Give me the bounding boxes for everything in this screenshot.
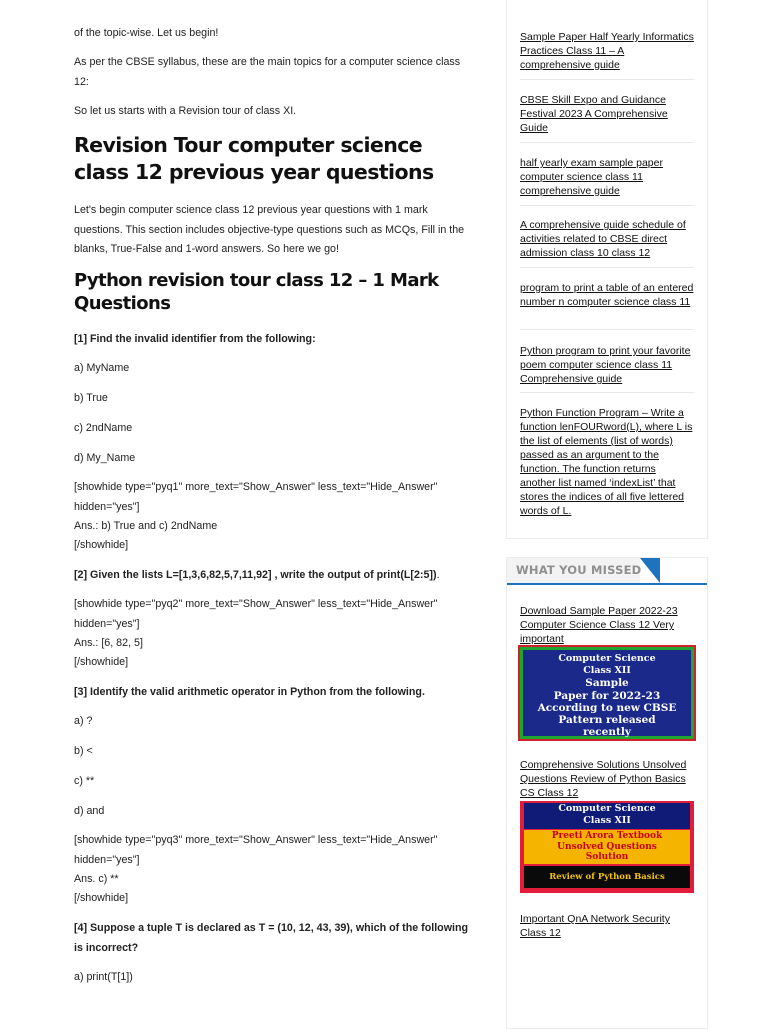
divider xyxy=(520,79,694,80)
divider xyxy=(520,329,694,330)
thumbnail-text: Class XII xyxy=(583,815,631,826)
recent-post-link[interactable]: Sample Paper Half Yearly Informatics Practices Class 11 – A comprehensive guide xyxy=(520,31,694,71)
answer-text: Ans. c) ** xyxy=(74,873,119,885)
answer-text: Ans.: b) True and c) 2ndName xyxy=(74,520,218,532)
showhide-close: [/showhide] xyxy=(74,892,129,904)
divider xyxy=(520,205,694,206)
thumbnail-text: Sample xyxy=(585,677,629,690)
sidebar-recent-posts xyxy=(506,0,708,539)
showhide-shortcode: [showhide type="pyq2" more_text="Show_Answer" less_text="Hide_Answer" hidden="yes"] xyxy=(74,598,438,630)
showhide-close: [/showhide] xyxy=(74,539,129,551)
showhide-close: [/showhide] xyxy=(74,656,129,668)
option-a: a) print(T[1]) xyxy=(74,971,133,983)
divider xyxy=(520,267,694,268)
option-a: a) ? xyxy=(74,715,93,727)
question-3: [3] Identify the valid arithmetic operator in Python from the following. xyxy=(74,686,425,698)
missed-post-link[interactable]: Important QnA Network Security Class 12 xyxy=(520,913,670,939)
subsection-heading: Python revision tour class 12 – 1 Mark Questions xyxy=(74,270,439,314)
thumbnail-text: Pattern released xyxy=(558,714,656,727)
question-2 xyxy=(74,566,474,586)
widget-title-text: WHAT YOU MISSED xyxy=(516,563,642,577)
recent-post-link[interactable]: A comprehensive guide schedule of activities related to CBSE direct admission class 10 class 12 xyxy=(520,219,686,259)
intro-text: of the topic-wise. Let us begin! xyxy=(74,27,219,39)
question-1: [1] Find the invalid identifier from the following: xyxy=(74,333,316,345)
showhide-shortcode: [showhide type="pyq1" more_text="Show_Answer" less_text="Hide_Answer" hidden="yes"] xyxy=(74,481,438,513)
question-2-period: . xyxy=(436,569,440,581)
thumbnail-text: Review of Python Basics xyxy=(549,872,665,882)
answer-text: Ans.: [6, 82, 5] xyxy=(74,637,143,649)
title-accent-shape xyxy=(640,558,660,583)
recent-post-link[interactable]: program to print a table of an entered number n computer science class 11 xyxy=(520,282,694,308)
option-b: b) True xyxy=(74,392,108,404)
section-intro: Let's begin computer science class 12 previous year questions with 1 mark questions. This section includes objective-type questions such as MCQs, Fill in the blanks, True-False and 1-word answers. So here we go! xyxy=(74,204,465,255)
thumbnail-text: According to new CBSE xyxy=(537,701,677,714)
title-underline xyxy=(507,583,707,585)
thumbnail-text: Preeti Arora Textbook xyxy=(551,831,663,841)
thumbnail-text: recently xyxy=(583,726,631,739)
intro-text: As per the CBSE syllabus, these are the main topics for a computer science class 12: xyxy=(74,56,461,88)
section-heading: Revision Tour computer science class 12 previous year questions xyxy=(74,133,434,184)
widget-title xyxy=(507,558,707,585)
option-d: d) and xyxy=(74,805,105,817)
option-a: a) MyName xyxy=(74,362,130,374)
recent-post-link[interactable]: Python Function Program – Write a function lenFOURword(L), where L is the list of elements (list of words) passed as an argument to the function. The function returns another list named ‘indexList’ that stores the indices of all five lettered words of L. xyxy=(520,407,693,517)
thumbnail-text: Paper for 2022-23 xyxy=(553,689,661,702)
thumbnail-text: Class XII xyxy=(583,665,631,677)
intro-text: So let us starts with a Revision tour of class XI. xyxy=(74,105,297,117)
question-4: [4] Suppose a tuple T is declared as T = (10, 12, 43, 39), which of the following is incorrect? xyxy=(74,922,469,954)
missed-post-link[interactable]: Download Sample Paper 2022-23 Computer Science Class 12 Very important xyxy=(520,605,678,645)
divider xyxy=(520,142,694,143)
option-c: c) 2ndName xyxy=(74,422,133,434)
post-thumbnail[interactable] xyxy=(520,801,694,893)
thumbnail-text: Solution xyxy=(585,852,629,862)
post-thumbnail[interactable] xyxy=(520,647,694,739)
option-d: d) My_Name xyxy=(74,452,136,464)
thumbnail-text: Computer Science xyxy=(558,803,656,814)
recent-post-link[interactable]: CBSE Skill Expo and Guidance Festival 2023 A Comprehensive Guide xyxy=(520,94,668,134)
question-2-text: [2] Given the lists L=[1,3,6,82,5,7,11,92] , write the output of print(L[2:5]) xyxy=(74,569,437,581)
recent-post-link[interactable]: half yearly exam sample paper computer science class 11 comprehensive guide xyxy=(520,157,663,197)
option-b: b) < xyxy=(74,745,93,757)
recent-post-link[interactable]: Python program to print your favorite poem computer science class 11 Comprehensive guide xyxy=(520,345,691,385)
thumbnail-text: Unsolved Questions xyxy=(557,841,657,852)
thumbnail-text: Computer Science xyxy=(558,653,656,664)
option-c: c) ** xyxy=(74,775,95,787)
showhide-shortcode: [showhide type="pyq3" more_text="Show_Answer" less_text="Hide_Answer" hidden="yes"] xyxy=(74,834,438,866)
divider xyxy=(520,392,694,393)
sidebar-what-you-missed xyxy=(506,557,708,1029)
missed-post-link[interactable]: Comprehensive Solutions Unsolved Questions Review of Python Basics CS Class 12 xyxy=(520,759,687,799)
